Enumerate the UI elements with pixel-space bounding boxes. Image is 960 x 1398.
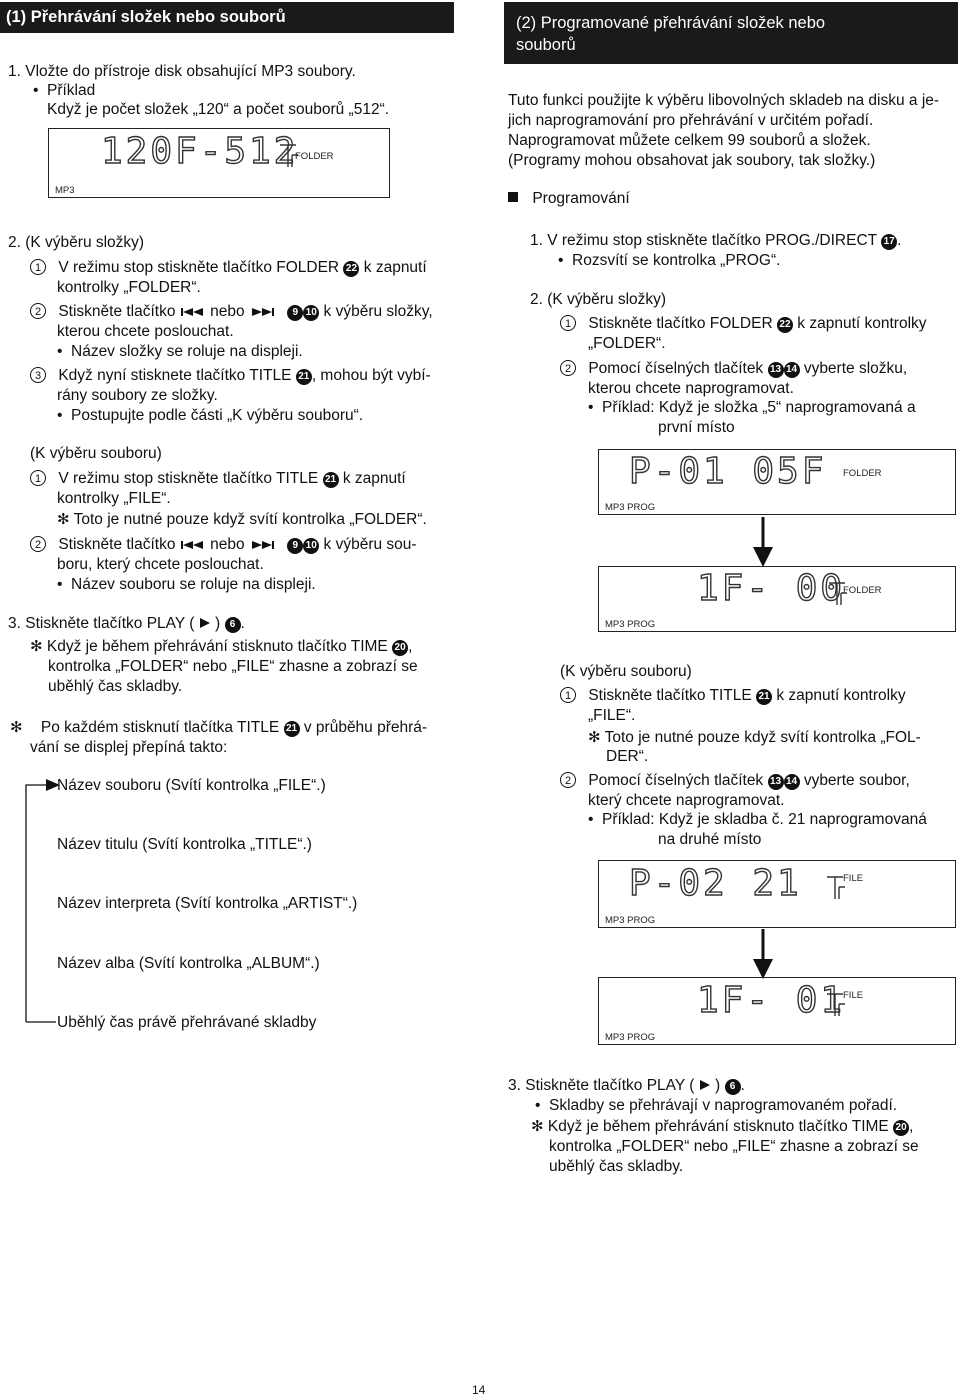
step2-item3-cont: rány soubory ze složky.	[57, 387, 218, 404]
button-9-icon: 9	[287, 538, 303, 554]
step1-example: • Příklad	[47, 81, 95, 101]
lcd3-main: 1F- 00	[697, 568, 846, 609]
step3-note-cont2: uběhlý čas skladby.	[48, 678, 183, 695]
play-icon	[199, 617, 211, 629]
right-section-header	[504, 2, 958, 64]
asterisk-icon: ✻	[588, 729, 601, 746]
r-file-select-item1-cont: „FILE“.	[588, 707, 636, 724]
lcd4-mp3-prog-label: MP3 PROG	[605, 915, 656, 926]
play-icon	[699, 1079, 711, 1091]
file-select-item2: 2 Stiskněte tlačítko nebo 9 10 k výběru sou-	[30, 535, 417, 555]
r-step1-line1: 1. V režimu stop stiskněte tlačítko PROG./DIRECT 17 .	[530, 232, 902, 249]
circled-1-icon: 1	[30, 259, 46, 275]
flow-step-1: Název souboru (Svítí kontrolka „FILE“.)	[57, 777, 326, 794]
title-toggle-note: ✻ Po každém stisknutí tlačítka TITLE 21 v průběhu přehrá-	[10, 719, 428, 736]
button-6-icon: 6	[725, 1079, 741, 1095]
r-file-select-item1-note: ✻ Toto je nutné pouze když svítí kontrolka „FOL-	[588, 729, 921, 746]
file-select-item1-note: ✻ Toto je nutné pouze když svítí kontrolka „FOLDER“.	[57, 511, 427, 528]
flow-step-3: Název interpreta (Svítí kontrolka „ARTIST“.)	[57, 895, 358, 912]
r-step3-note: • Skladby se přehrávají v naprogramovaném pořadí.	[549, 1096, 897, 1116]
lcd4-file-label: FILE	[843, 873, 864, 884]
file-select-item2-note: • Název souboru se roluje na displeji.	[71, 575, 316, 595]
r-step3-time-note: ✻ Když je během přehrávání stisknuto tlačítko TIME 20 ,	[531, 1118, 914, 1135]
file-select-item1: 1 V režimu stop stiskněte tlačítko TITLE 21 k zapnutí	[30, 469, 406, 489]
skip-forward-icon	[249, 540, 275, 550]
button-21-icon: 21	[756, 689, 772, 705]
button-22-icon: 22	[777, 317, 793, 333]
lcd1-mp3-label: MP3	[55, 185, 75, 196]
title-toggle-note-cont: vání se displej přepíná takto:	[30, 739, 228, 756]
step1-line1: 1. Vložte do přístroje disk obsahující MP3 soubory.	[8, 63, 356, 80]
button-21-icon: 21	[323, 472, 339, 488]
lcd2-mp3-prog-label: MP3 PROG	[605, 502, 656, 513]
file-select-item1-cont: kontrolky „FILE“.	[57, 490, 171, 507]
intro-line3: Naprogramovat můžete celkem 99 souborů a složek.	[508, 132, 871, 149]
r-step1-note: • Rozsvítí se kontrolka „PROG“.	[572, 251, 780, 271]
button-13-icon: 13	[768, 774, 784, 790]
r-step3-time-note-cont2: uběhlý čas skladby.	[549, 1158, 684, 1175]
button-21-icon: 21	[284, 721, 300, 737]
step2-item2: 2 Stiskněte tlačítko nebo 9 10 k výběru složky,	[30, 302, 433, 322]
button-6-icon: 6	[225, 617, 241, 633]
button-20-icon: 20	[893, 1120, 909, 1136]
lcd-display-3	[598, 566, 956, 632]
lcd3-mp3-prog-label: MP3 PROG	[605, 619, 656, 630]
r-step3-time-note-cont1: kontrolka „FOLDER“ nebo „FILE“ zhasne a zobrazí se	[549, 1138, 919, 1155]
r-step2-item2: 2 Pomocí číselných tlačítek 13 14 vyberte složku,	[560, 359, 907, 379]
step2-item2-cont: kterou chcete poslouchat.	[57, 323, 234, 340]
step2-item3-note: • Postupujte podle části „K výběru souboru“.	[71, 406, 363, 426]
asterisk-icon: ✻	[10, 719, 23, 736]
step1-example-detail: Když je počet složek „120“ a počet souborů „512“.	[47, 101, 390, 118]
down-arrow-icon	[750, 517, 776, 569]
flow-step-2: Název titulu (Svítí kontrolka „TITLE“.)	[57, 836, 312, 853]
button-14-icon: 14	[784, 362, 800, 378]
lcd-display-4	[598, 860, 956, 928]
file-select-item2-cont: boru, který chcete poslouchat.	[57, 556, 264, 573]
button-22-icon: 22	[343, 261, 359, 277]
lcd5-main: 1F- 01	[697, 980, 846, 1021]
intro-line2: jich naprogramování pro přehrávání v určitém pořadí.	[508, 112, 874, 129]
lcd-display-2	[598, 449, 956, 515]
r-file-select-item2: 2 Pomocí číselných tlačítek 13 14 vyberte soubor,	[560, 771, 910, 791]
button-10-icon: 10	[303, 305, 319, 321]
button-20-icon: 20	[392, 640, 408, 656]
r-step2-example-cont: první místo	[658, 419, 735, 436]
circled-1-icon: 1	[560, 687, 576, 703]
step2-item3: 3 Když nyní stisknete tlačítko TITLE 21 , mohou být vybí-	[30, 366, 431, 386]
r-file-select-example-cont: na druhé místo	[658, 831, 762, 848]
r-step2-item2-cont: kterou chcete naprogramovat.	[588, 380, 794, 397]
lcd-display-1	[48, 128, 390, 198]
r-step2-title: 2. (K výběru složky)	[530, 291, 667, 308]
file-select-title: (K výběru souboru)	[30, 445, 162, 462]
r-file-select-item1-note-cont: DER“.	[606, 748, 649, 765]
step2-item1: 1 V režimu stop stiskněte tlačítko FOLDER 22 k zapnutí	[30, 258, 427, 278]
step3-line1: 3. Stiskněte tlačítko PLAY ( ) 6 .	[8, 615, 245, 632]
right-header-line-1: (2) Programované přehrávání složek nebo	[516, 14, 826, 32]
circled-2-icon: 2	[560, 772, 576, 788]
button-21-icon: 21	[296, 369, 312, 385]
circled-2-icon: 2	[30, 536, 46, 552]
circled-3-icon: 3	[30, 367, 46, 383]
button-14-icon: 14	[784, 774, 800, 790]
page-number: 14	[472, 1383, 486, 1397]
right-header-line-2: souborů	[516, 36, 576, 54]
button-9-icon: 9	[287, 305, 303, 321]
skip-back-icon	[180, 307, 206, 317]
lcd4-main: P-02 21	[629, 863, 802, 904]
r-file-select-title: (K výběru souboru)	[560, 663, 692, 680]
lcd2-main: P-01 05F	[629, 451, 827, 492]
flow-step-4: Název alba (Svítí kontrolka „ALBUM“.)	[57, 955, 320, 972]
circled-2-icon: 2	[30, 303, 46, 319]
r-file-select-item1: 1 Stiskněte tlačítko TITLE 21 k zapnutí kontrolky	[560, 686, 906, 706]
r-file-select-item2-cont: který chcete naprogramovat.	[588, 792, 785, 809]
skip-back-icon	[180, 540, 206, 550]
left-section-header: (1) Přehrávání složek nebo souborů	[0, 2, 454, 33]
r-step2-item1-cont: „FOLDER“.	[588, 335, 666, 352]
r-file-select-example: • Příklad: Když je skladba č. 21 naprogramovaná	[602, 810, 927, 830]
circled-1-icon: 1	[560, 315, 576, 331]
asterisk-icon: ✻	[531, 1118, 544, 1135]
button-13-icon: 13	[768, 362, 784, 378]
programovani-heading: Programování	[508, 189, 630, 209]
square-bullet-icon	[508, 192, 518, 202]
r-step3-line1: 3. Stiskněte tlačítko PLAY ( ) 6 .	[508, 1077, 745, 1094]
lcd-display-5	[598, 977, 956, 1045]
lcd1-main: 120F-512	[101, 131, 299, 172]
flow-step-5: Uběhlý čas právě přehrávané skladby	[57, 1014, 317, 1031]
intro-line4: (Programy mohou obsahovat jak soubory, tak složky.)	[508, 152, 876, 169]
lcd3-folder-label: FOLDER	[843, 585, 882, 596]
asterisk-icon: ✻	[57, 511, 70, 528]
step2-item1-cont: kontrolky „FOLDER“.	[57, 279, 201, 296]
circled-1-icon: 1	[30, 470, 46, 486]
lcd5-file-label: FILE	[843, 990, 864, 1001]
step3-note-cont1: kontrolka „FOLDER“ nebo „FILE“ zhasne a zobrazí se	[48, 658, 418, 675]
button-17-icon: 17	[881, 234, 897, 250]
lcd2-folder-label: FOLDER	[843, 468, 882, 479]
intro-line1: Tuto funkci použijte k výběru libovolných skladeb na disku a je-	[508, 92, 940, 109]
r-step2-example: • Příklad: Když je složka „5“ naprogramovaná a	[602, 398, 916, 418]
r-step2-item1: 1 Stiskněte tlačítko FOLDER 22 k zapnutí kontrolky	[560, 314, 927, 334]
circled-2-icon: 2	[560, 360, 576, 376]
step2-item2-note: • Název složky se roluje na displeji.	[71, 342, 303, 362]
skip-forward-icon	[249, 307, 275, 317]
step2-title: 2. (K výběru složky)	[8, 234, 145, 251]
lcd1-folder-label: FOLDER	[295, 151, 334, 162]
button-10-icon: 10	[303, 538, 319, 554]
step3-note: ✻ Když je během přehrávání stisknuto tlačítko TIME 20 ,	[30, 638, 413, 655]
asterisk-icon: ✻	[30, 638, 43, 655]
lcd5-mp3-prog-label: MP3 PROG	[605, 1032, 656, 1043]
down-arrow-icon	[750, 929, 776, 981]
